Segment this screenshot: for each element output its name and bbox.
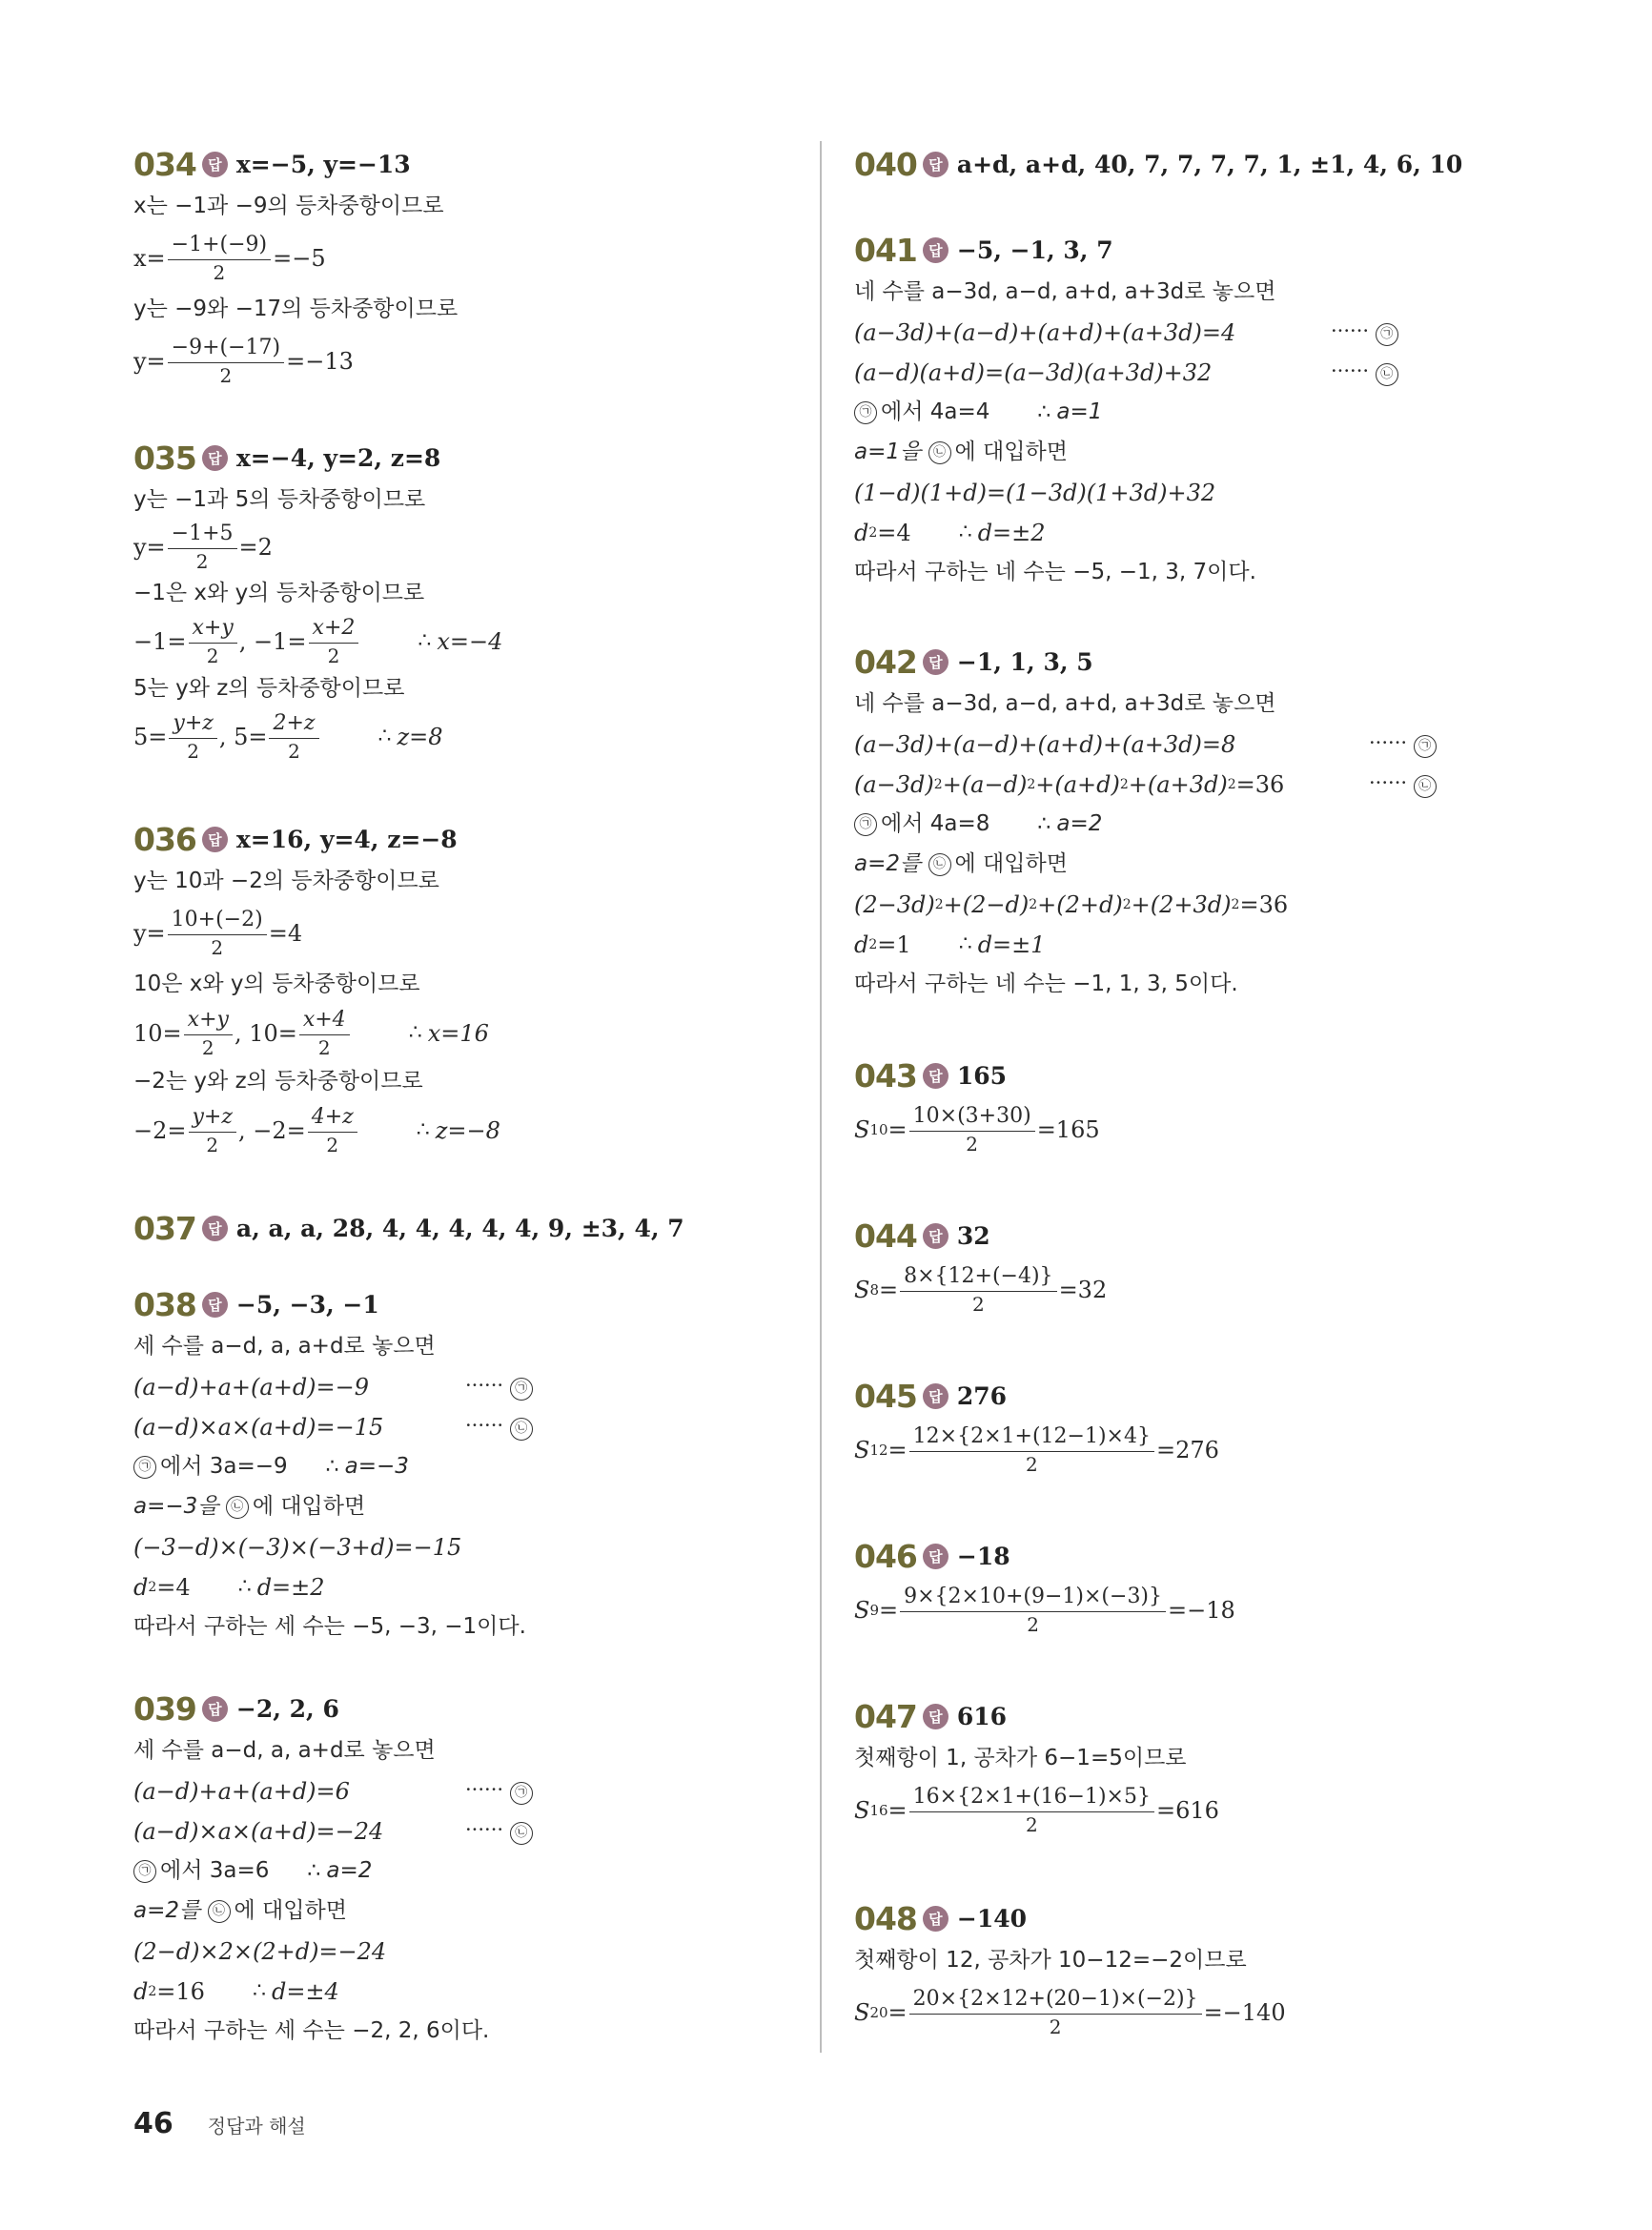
fraction: $\frac{4+z}{2}$ (308, 1105, 357, 1156)
problem-044 (854, 1213, 1579, 1321)
problem-header (133, 1205, 801, 1251)
problem-number: 036 (133, 820, 196, 858)
solution-equation: (a−d)+a+(a+d)=−9 ······ ㉠ (133, 1367, 801, 1407)
equation-tag: ······ ㉡ (1331, 359, 1402, 386)
therefore-symbol: ∴ (1037, 811, 1051, 836)
solution-line: x는 −1과 −9의 등차중항이므로 (133, 194, 444, 219)
answer-text: −140 (956, 1904, 1028, 1933)
problem-number: 040 (854, 145, 917, 183)
solution-equation: S 20 = $\frac{20\times\{2\times 12+(20-1)\times(-2)\}}{2}$ =−140 (854, 1987, 1286, 2038)
answer-badge: 답 (923, 649, 948, 675)
problem-header (854, 141, 1579, 187)
fraction: $\frac{10\times(3+30)}{2}$ (909, 1104, 1035, 1155)
circled-2-icon: ㉡ (226, 1496, 249, 1519)
answer-text: 32 (956, 1221, 990, 1250)
answer-text: 165 (956, 1061, 1008, 1090)
problem-number: 048 (854, 1899, 917, 1937)
problem-number: 044 (854, 1217, 917, 1255)
equation-tag: ······ ㉡ (465, 1414, 537, 1441)
solution-equation: (a−d)×a×(a+d)=−24 ······ ㉡ (133, 1811, 801, 1852)
solution-equation: S 16 = $\frac{16\times\{2\times 1+(16-1)\times 5\}}{2}$ =616 (854, 1785, 1219, 1836)
therefore-symbol: ∴ (416, 1117, 430, 1142)
therefore-symbol: ∴ (377, 724, 392, 748)
problem-number: 043 (854, 1056, 917, 1095)
fraction: $\frac{x+y}{2}$ (184, 1008, 233, 1058)
equation-tag: ······ ㉠ (465, 1778, 537, 1805)
problem-039 (133, 1686, 801, 2052)
circled-1-icon: ㉠ (510, 1782, 533, 1805)
solution-equation: d 2 =16 ∴ d=±4 (133, 1977, 339, 2005)
therefore-symbol: ∴ (237, 1574, 252, 1599)
solution-equation: (a−3d)+(a−d)+(a+d)+(a+3d)=8 ······ ㉠ (854, 725, 1579, 765)
problem-number: 047 (854, 1697, 917, 1735)
solution-equation: (a−d)(a+d)=(a−3d)(a+3d)+32 ······ ㉡ (854, 353, 1579, 393)
therefore-symbol: ∴ (408, 1020, 422, 1045)
fraction: $\frac{-9+(-17)}{2}$ (168, 336, 284, 386)
problem-047 (854, 1693, 1579, 1842)
column-divider (820, 141, 822, 2053)
answer-text: −5, −3, −1 (235, 1290, 379, 1319)
problem-number: 037 (133, 1209, 196, 1247)
solution-line: 따라서 구하는 세 수는 −2, 2, 6이다. (133, 2018, 490, 2044)
solution-equation: y= $\frac{-1+5}{2}$ =2 (133, 522, 273, 573)
circled-1-icon: ㉠ (854, 401, 877, 424)
answer-badge: 답 (202, 1216, 228, 1241)
solution-line: 따라서 구하는 세 수는 −5, −3, −1이다. (133, 1614, 526, 1640)
fraction: $\frac{-1+5}{2}$ (168, 522, 237, 572)
circled-2-icon: ㉡ (510, 1822, 533, 1845)
answer-badge: 답 (923, 152, 948, 177)
problem-number: 038 (133, 1285, 196, 1323)
answer-badge: 답 (202, 445, 228, 471)
solution-line: a=2를 ㉡ 에 대입하면 (133, 1898, 347, 1924)
answer-text: −2, 2, 6 (235, 1694, 339, 1723)
solution-equation: S 12 = $\frac{12\times\{2\times 1+(12-1)\times 4\}}{2}$ =276 (854, 1424, 1219, 1476)
therefore-symbol: ∴ (1037, 399, 1051, 424)
solution-line: a=−3을 ㉡ 에 대입하면 (133, 1494, 366, 1520)
answer-badge: 답 (202, 1292, 228, 1318)
solution-equation: y= $\frac{10+(-2)}{2}$ =4 (133, 908, 303, 959)
problem-042 (854, 639, 1579, 1005)
problem-header (854, 227, 1579, 273)
solution-line: −2는 y와 z의 등차중항이므로 (133, 1069, 423, 1095)
solution-equation: (a−3d) 2 +(a−d) 2 +(a+d) 2 +(a+3d) 2 =36 ······ ㉡ (854, 765, 1579, 805)
circled-2-icon: ㉡ (928, 441, 951, 464)
problem-header (854, 1053, 1579, 1098)
solution-line: 첫째항이 12, 공차가 10−12=−2이므로 (854, 1948, 1247, 1974)
equation-tag: ······ ㉡ (465, 1818, 537, 1845)
problem-number: 041 (854, 231, 917, 269)
footer-title: 정답과 해설 (207, 2115, 306, 2138)
solution-equation: d 2 =4 ∴ d=±2 (133, 1573, 325, 1601)
circled-2-icon: ㉡ (510, 1418, 533, 1441)
fraction: $\frac{y+z}{2}$ (169, 711, 216, 762)
fraction: $\frac{y+z}{2}$ (189, 1105, 236, 1156)
answer-badge: 답 (923, 1906, 948, 1932)
solution-line: ㉠ 에서 4a=8 ∴ a=2 (854, 805, 1579, 845)
page-number: 46 (133, 2107, 173, 2140)
solution-equation: (2−d)×2×(2+d)=−24 (133, 1937, 387, 1965)
equation-tag: ······ ㉠ (1331, 319, 1402, 346)
fraction: $\frac{9\times\{2\times 10+(9-1)\times(-3)\}}{2}$ (900, 1585, 1166, 1635)
solution-line: a=2를 ㉡ 에 대입하면 (854, 851, 1068, 877)
problem-number: 046 (854, 1537, 917, 1575)
solution-line: y는 −1과 5의 등차중항이므로 (133, 487, 426, 513)
therefore-symbol: ∴ (418, 628, 432, 653)
fraction: $\frac{8\times\{12+(-4)\}}{2}$ (900, 1264, 1056, 1315)
fraction: $\frac{-1+(-9)}{2}$ (168, 233, 271, 283)
circled-1-icon: ㉠ (133, 1456, 156, 1479)
answer-badge: 답 (202, 827, 228, 852)
circled-1-icon: ㉠ (1414, 735, 1437, 758)
fraction: $\frac{12\times\{2\times 1+(12-1)\times 4\}}{2}$ (909, 1424, 1154, 1475)
fraction: $\frac{x+2}{2}$ (309, 616, 359, 666)
solution-equation: (2−3d) 2 +(2−d) 2 +(2+d) 2 +(2+3d) 2 =36 (854, 890, 1289, 918)
solution-line: ㉠ 에서 4a=4 ∴ a=1 (854, 393, 1579, 433)
equation-tag: ······ ㉡ (1369, 771, 1440, 798)
problem-045 (854, 1373, 1579, 1482)
problem-header (854, 1895, 1579, 1941)
answer-text: −18 (956, 1542, 1010, 1570)
page-footer (133, 2107, 306, 2140)
fraction: $\frac{10+(-2)}{2}$ (168, 908, 267, 958)
fraction: $\frac{x+4}{2}$ (299, 1008, 350, 1058)
equation-tag: ······ ㉠ (465, 1374, 537, 1401)
solution-line: ㉠ 에서 3a=−9 ∴ a=−3 (133, 1447, 801, 1487)
problem-number: 039 (133, 1689, 196, 1728)
problem-header (854, 1533, 1579, 1579)
problem-number: 034 (133, 145, 196, 183)
solution-line: 세 수를 a−d, a, a+d로 놓으면 (133, 1738, 436, 1764)
equation-tag: ······ ㉠ (1369, 731, 1440, 758)
problem-header (133, 141, 801, 187)
therefore-symbol: ∴ (958, 931, 972, 956)
problem-038 (133, 1281, 801, 1647)
solution-line: 네 수를 a−3d, a−d, a+d, a+3d로 놓으면 (854, 279, 1276, 305)
solution-line: 5는 y와 z의 등차중항이므로 (133, 676, 405, 702)
problem-043 (854, 1053, 1579, 1161)
answer-text: 616 (956, 1702, 1008, 1730)
circled-1-icon: ㉠ (510, 1378, 533, 1401)
therefore-symbol: ∴ (325, 1454, 339, 1479)
problem-034 (133, 141, 801, 393)
solution-line: a=1을 ㉡ 에 대입하면 (854, 440, 1068, 465)
circled-2-icon: ㉡ (208, 1900, 231, 1923)
problem-header (133, 816, 801, 862)
solution-line: 10은 x와 y의 등차중항이므로 (133, 972, 420, 997)
solution-line: 첫째항이 1, 공차가 6−1=5이므로 (854, 1746, 1187, 1771)
solution-equation: S 8 = $\frac{8\times\{12+(-4)\}}{2}$ =32 (854, 1264, 1108, 1316)
circled-2-icon: ㉡ (928, 853, 951, 876)
answer-text: x=−5, y=−13 (235, 150, 411, 178)
circled-2-icon: ㉡ (1376, 363, 1398, 386)
answer-badge: 답 (202, 152, 228, 177)
answer-badge: 답 (923, 1063, 948, 1089)
solution-equation: d 2 =4 ∴ d=±2 (854, 519, 1046, 546)
solution-line: ㉠ 에서 3a=6 ∴ a=2 (133, 1852, 801, 1892)
answer-text: a+d, a+d, 40, 7, 7, 7, 7, 1, ±1, 4, 6, 10 (956, 150, 1463, 178)
answer-badge: 답 (923, 1704, 948, 1729)
problem-number: 035 (133, 439, 196, 477)
answer-text: x=16, y=4, z=−8 (235, 825, 458, 853)
solution-equation: d 2 =1 ∴ d=±1 (854, 931, 1046, 958)
solution-equation: −1= $\frac{x+y}{2}$ , −1= $\frac{x+2}{2}$ ∴ x=−4 (133, 616, 503, 667)
circled-2-icon: ㉡ (1414, 775, 1437, 798)
answer-badge: 답 (923, 1383, 948, 1409)
problem-number: 042 (854, 643, 917, 681)
problem-header (133, 1686, 801, 1731)
therefore-symbol: ∴ (252, 1978, 266, 2003)
problem-header (854, 1373, 1579, 1419)
solution-equation: (−3−d)×(−3)×(−3+d)=−15 (133, 1533, 462, 1561)
solution-line: 네 수를 a−3d, a−d, a+d, a+3d로 놓으면 (854, 691, 1276, 717)
problem-040 (854, 141, 1579, 187)
solution-equation: S 10 = $\frac{10\times(3+30)}{2}$ =165 (854, 1104, 1100, 1156)
problem-046 (854, 1533, 1579, 1642)
problem-header (133, 1281, 801, 1327)
solution-equation: −2= $\frac{y+z}{2}$ , −2= $\frac{4+z}{2}$ ∴ z=−8 (133, 1105, 500, 1156)
answer-badge: 답 (202, 1696, 228, 1722)
answer-badge: 답 (923, 1544, 948, 1569)
problem-number: 045 (854, 1377, 917, 1415)
solution-line: y는 −9와 −17의 등차중항이므로 (133, 297, 459, 322)
fraction: $\frac{20\times\{2\times 12+(20-1)\times(-2)\}}{2}$ (909, 1987, 1202, 2037)
answer-badge: 답 (923, 1223, 948, 1249)
solution-line: −1은 x와 y의 등차중항이므로 (133, 581, 425, 606)
solution-equation: (a−d)+a+(a+d)=6 ······ ㉠ (133, 1771, 801, 1811)
problem-035 (133, 435, 801, 765)
solution-equation: 10= $\frac{x+y}{2}$ , 10= $\frac{x+4}{2}$ ∴ x=16 (133, 1008, 489, 1059)
solution-equation: (a−d)×a×(a+d)=−15 ······ ㉡ (133, 1407, 801, 1447)
solution-line: 따라서 구하는 네 수는 −1, 1, 3, 5이다. (854, 972, 1238, 997)
problem-header (854, 1693, 1579, 1739)
answer-text: −5, −1, 3, 7 (956, 235, 1113, 264)
therefore-symbol: ∴ (307, 1858, 321, 1883)
solution-line: 세 수를 a−d, a, a+d로 놓으면 (133, 1334, 436, 1360)
therefore-symbol: ∴ (958, 520, 972, 544)
circled-1-icon: ㉠ (133, 1860, 156, 1883)
problem-header (133, 435, 801, 481)
solution-equation: S 9 = $\frac{9\times\{2\times 10+(9-1)\times(-3)\}}{2}$ =−18 (854, 1585, 1235, 1636)
problem-036 (133, 816, 801, 1159)
answer-text: 276 (956, 1381, 1008, 1410)
circled-1-icon: ㉠ (1376, 323, 1398, 346)
problem-header (854, 1213, 1579, 1258)
solution-equation: (a−3d)+(a−d)+(a+d)+(a+3d)=4 ······ ㉠ (854, 313, 1579, 353)
fraction: $\frac{16\times\{2\times 1+(16-1)\times 5\}}{2}$ (909, 1785, 1154, 1835)
solution-equation: (1−d)(1+d)=(1−3d)(1+3d)+32 (854, 479, 1216, 506)
fraction: $\frac{x+y}{2}$ (189, 616, 237, 666)
problem-041 (854, 227, 1579, 593)
fraction: $\frac{2+z}{2}$ (269, 711, 318, 762)
solution-equation: x= $\frac{-1+(-9)}{2}$ =−5 (133, 233, 326, 284)
circled-1-icon: ㉠ (854, 813, 877, 836)
solution-line: y는 10과 −2의 등차중항이므로 (133, 869, 439, 894)
problem-header (854, 639, 1579, 685)
problem-048 (854, 1895, 1579, 2044)
answer-text: x=−4, y=2, z=8 (235, 443, 441, 472)
answer-badge: 답 (923, 237, 948, 263)
solution-equation: 5= $\frac{y+z}{2}$ , 5= $\frac{2+z}{2}$ ∴ z=8 (133, 711, 443, 763)
solution-equation: y= $\frac{-9+(-17)}{2}$ =−13 (133, 336, 354, 387)
answer-text: −1, 1, 3, 5 (956, 647, 1093, 676)
solution-line: 따라서 구하는 네 수는 −5, −1, 3, 7이다. (854, 560, 1256, 585)
problem-037 (133, 1205, 801, 1251)
answer-text: a, a, a, 28, 4, 4, 4, 4, 4, 9, ±3, 4, 7 (235, 1214, 684, 1242)
